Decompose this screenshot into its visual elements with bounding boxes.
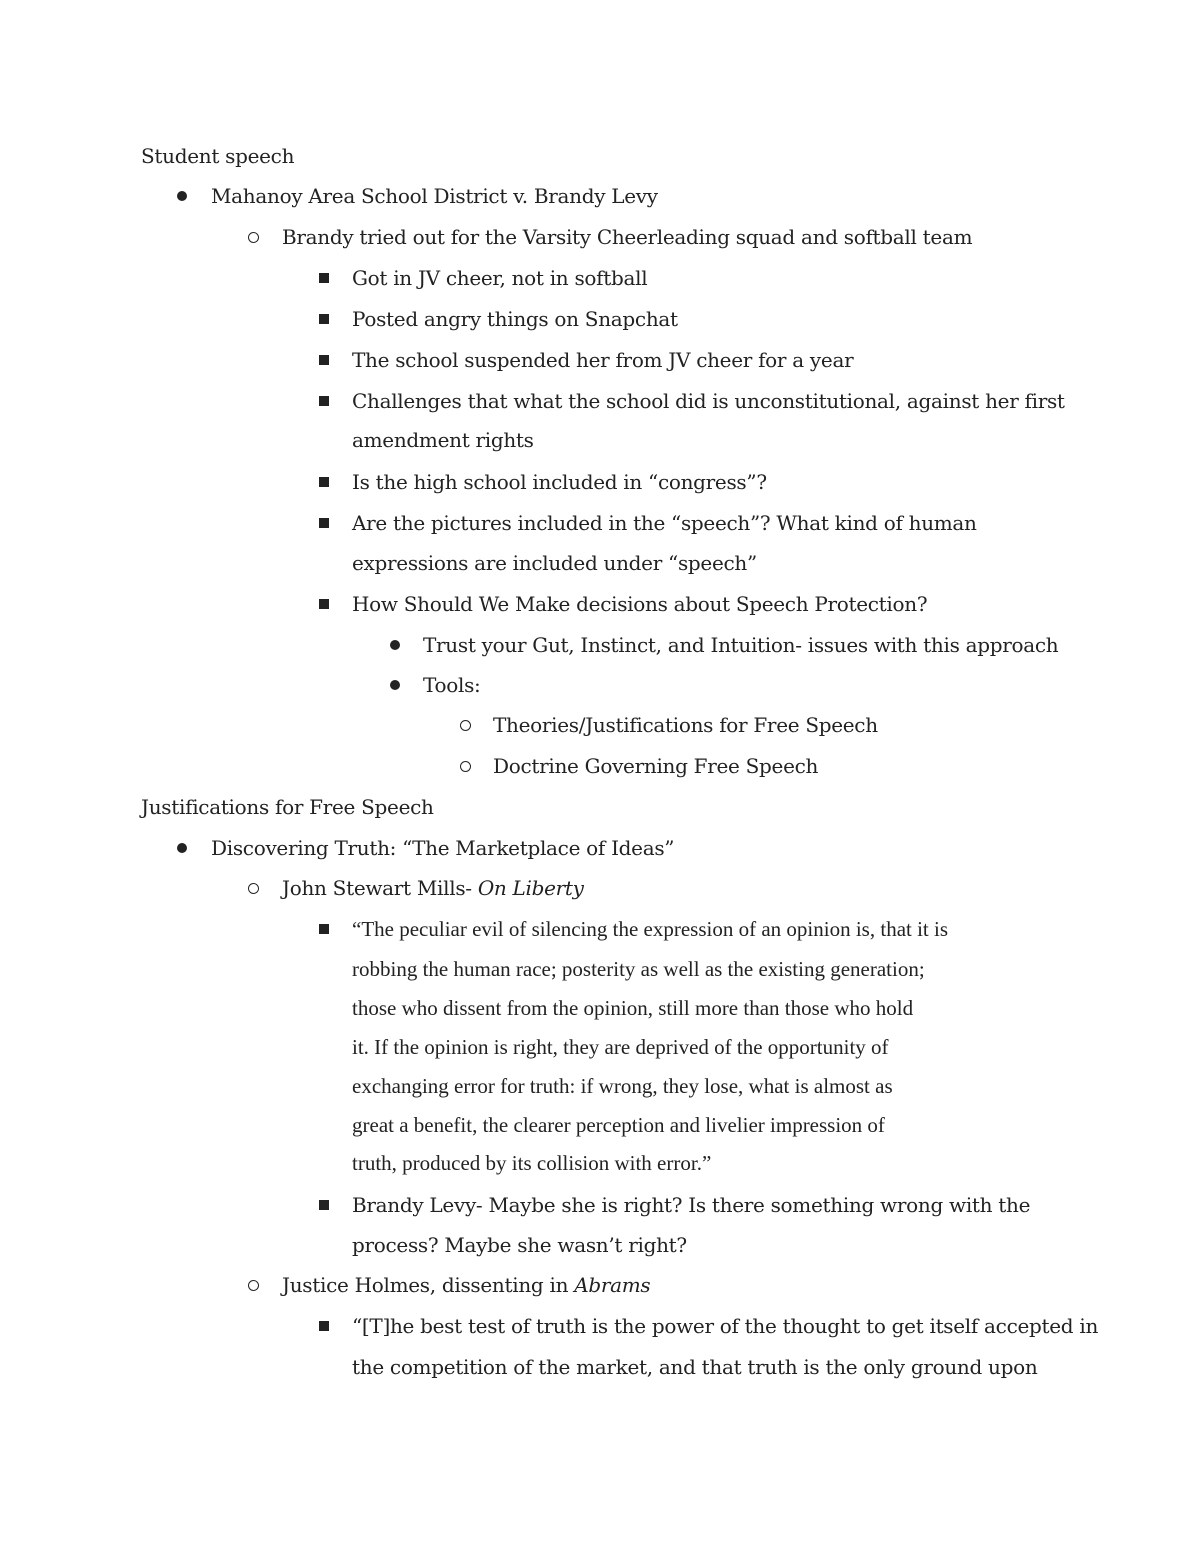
list-item: Challenges that what the school did is unconstitutional, against her first — [352, 389, 1065, 413]
quote-line: “The peculiar evil of silencing the expression of an opinion is, that it is — [352, 917, 949, 941]
square-bullet-icon — [319, 314, 329, 324]
list-item-topic: Discovering Truth: “The Marketplace of Ideas” — [211, 836, 675, 860]
list-item: Posted angry things on Snapchat — [352, 307, 678, 331]
square-bullet-icon — [319, 599, 329, 609]
list-item: Is the high school included in “congress”? — [352, 470, 767, 494]
square-bullet-icon — [319, 924, 329, 934]
list-item: Are the pictures included in the “speech”? What kind of human — [352, 511, 977, 535]
list-item-continuation: expressions are included under “speech” — [352, 551, 757, 575]
circle-bullet-icon — [460, 720, 471, 731]
holmes-author: Justice Holmes, dissenting in — [282, 1273, 575, 1297]
quote-line: exchanging error for truth: if wrong, they lose, what is almost as — [352, 1074, 893, 1098]
list-item-case: Mahanoy Area School District v. Brandy Levy — [211, 184, 658, 208]
section-heading-justifications: Justifications for Free Speech — [141, 795, 434, 819]
list-item: Brandy Levy- Maybe she is right? Is there something wrong with the — [352, 1193, 1031, 1217]
list-item: The school suspended her from JV cheer for a year — [352, 348, 854, 372]
list-item: Theories/Justifications for Free Speech — [493, 713, 878, 737]
list-item: How Should We Make decisions about Speech Protection? — [352, 592, 928, 616]
square-bullet-icon — [319, 1321, 329, 1331]
quote-line: those who dissent from the opinion, still more than those who hold — [352, 996, 914, 1020]
disc-bullet-icon — [390, 680, 400, 690]
quote-line: it. If the opinion is right, they are deprived of the opportunity of — [352, 1035, 889, 1059]
mills-work-title: On Liberty — [477, 876, 584, 900]
quote-line: the competition of the market, and that truth is the only ground upon — [352, 1355, 1038, 1379]
circle-bullet-icon — [248, 1280, 259, 1291]
list-item: Tools: — [423, 673, 481, 697]
section-heading-student-speech: Student speech — [141, 144, 295, 168]
square-bullet-icon — [319, 518, 329, 528]
list-item-mills — [282, 868, 584, 908]
list-item: Got in JV cheer, not in softball — [352, 266, 648, 290]
quote-line: truth, produced by its collision with error.” — [352, 1151, 712, 1175]
circle-bullet-icon — [460, 761, 471, 772]
circle-bullet-icon — [248, 883, 259, 894]
disc-bullet-icon — [177, 843, 187, 853]
circle-bullet-icon — [248, 232, 259, 243]
square-bullet-icon — [319, 1200, 329, 1210]
list-item-continuation: amendment rights — [352, 428, 534, 452]
list-item-tryout: Brandy tried out for the Varsity Cheerleading squad and softball team — [282, 225, 973, 249]
mills-author: John Stewart Mills- — [282, 876, 478, 900]
quote-line: great a benefit, the clearer perception and livelier impression of — [352, 1113, 885, 1137]
square-bullet-icon — [319, 396, 329, 406]
square-bullet-icon — [319, 273, 329, 283]
quote-line: robbing the human race; posterity as well as the existing generation; — [352, 957, 925, 981]
holmes-case-title: Abrams — [574, 1273, 651, 1297]
square-bullet-icon — [319, 355, 329, 365]
list-item: Doctrine Governing Free Speech — [493, 754, 819, 778]
quote-line: “[T]he best test of truth is the power of the thought to get itself accepted in — [352, 1314, 1099, 1338]
list-item-continuation: process? Maybe she wasn’t right? — [352, 1233, 687, 1257]
disc-bullet-icon — [177, 191, 187, 201]
disc-bullet-icon — [390, 640, 400, 650]
square-bullet-icon — [319, 477, 329, 487]
list-item-holmes — [282, 1265, 650, 1305]
list-item: Trust your Gut, Instinct, and Intuition- issues with this approach — [423, 633, 1059, 657]
